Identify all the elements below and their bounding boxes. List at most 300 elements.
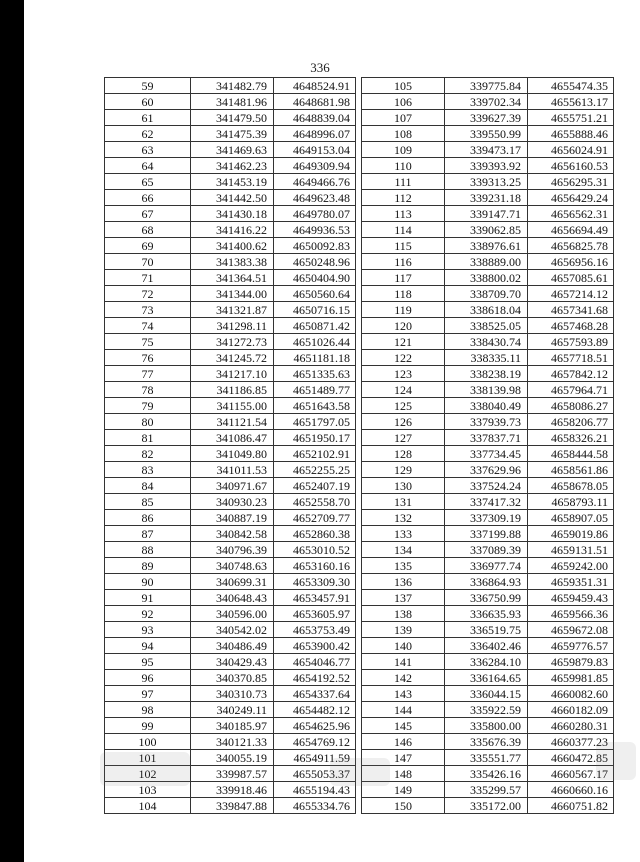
y-coordinate-cell: 4659776.57 xyxy=(528,638,614,654)
table-row xyxy=(362,382,614,398)
point-number-cell: 106 xyxy=(362,94,445,110)
table-row xyxy=(105,574,356,590)
point-number-cell: 75 xyxy=(105,334,191,350)
x-coordinate-cell: 339147.71 xyxy=(445,206,528,222)
point-number-cell: 111 xyxy=(362,174,445,190)
y-coordinate-cell: 4658678.05 xyxy=(528,478,614,494)
y-coordinate-cell: 4660280.31 xyxy=(528,718,614,734)
y-coordinate-cell: 4654625.96 xyxy=(274,718,356,734)
table-row xyxy=(105,254,356,270)
x-coordinate-cell: 336635.93 xyxy=(445,606,528,622)
table-row xyxy=(105,510,356,526)
x-coordinate-cell: 341086.47 xyxy=(191,430,274,446)
table-row xyxy=(362,414,614,430)
table-row xyxy=(362,286,614,302)
table-row xyxy=(362,270,614,286)
y-coordinate-cell: 4656562.31 xyxy=(528,206,614,222)
y-coordinate-cell: 4656429.24 xyxy=(528,190,614,206)
point-number-cell: 138 xyxy=(362,606,445,622)
point-number-cell: 70 xyxy=(105,254,191,270)
y-coordinate-cell: 4651797.05 xyxy=(274,414,356,430)
y-coordinate-cell: 4654046.77 xyxy=(274,654,356,670)
y-coordinate-cell: 4653900.42 xyxy=(274,638,356,654)
point-number-cell: 142 xyxy=(362,670,445,686)
x-coordinate-cell: 339987.57 xyxy=(191,766,274,782)
x-coordinate-cell: 339393.92 xyxy=(445,158,528,174)
point-number-cell: 77 xyxy=(105,366,191,382)
table-row xyxy=(362,430,614,446)
point-number-cell: 110 xyxy=(362,158,445,174)
x-coordinate-cell: 341453.19 xyxy=(191,174,274,190)
y-coordinate-cell: 4655053.37 xyxy=(274,766,356,782)
y-coordinate-cell: 4652102.91 xyxy=(274,446,356,462)
table-row xyxy=(362,334,614,350)
y-coordinate-cell: 4657718.51 xyxy=(528,350,614,366)
x-coordinate-cell: 337629.96 xyxy=(445,462,528,478)
table-row xyxy=(105,734,356,750)
table-row xyxy=(362,798,614,814)
x-coordinate-cell: 341430.18 xyxy=(191,206,274,222)
point-number-cell: 98 xyxy=(105,702,191,718)
table-row xyxy=(105,350,356,366)
y-coordinate-cell: 4652709.77 xyxy=(274,510,356,526)
point-number-cell: 136 xyxy=(362,574,445,590)
x-coordinate-cell: 336284.10 xyxy=(445,654,528,670)
table-row xyxy=(362,622,614,638)
y-coordinate-cell: 4659981.85 xyxy=(528,670,614,686)
point-number-cell: 143 xyxy=(362,686,445,702)
y-coordinate-cell: 4660567.17 xyxy=(528,766,614,782)
point-number-cell: 119 xyxy=(362,302,445,318)
x-coordinate-cell: 341475.39 xyxy=(191,126,274,142)
coordinates-table-left-body xyxy=(105,78,356,814)
table-row xyxy=(362,302,614,318)
point-number-cell: 60 xyxy=(105,94,191,110)
x-coordinate-cell: 341049.80 xyxy=(191,446,274,462)
y-coordinate-cell: 4658444.58 xyxy=(528,446,614,462)
y-coordinate-cell: 4657593.89 xyxy=(528,334,614,350)
table-row xyxy=(362,558,614,574)
table-row xyxy=(362,782,614,798)
point-number-cell: 139 xyxy=(362,622,445,638)
point-number-cell: 61 xyxy=(105,110,191,126)
x-coordinate-cell: 340370.85 xyxy=(191,670,274,686)
x-coordinate-cell: 339062.85 xyxy=(445,222,528,238)
x-coordinate-cell: 338800.02 xyxy=(445,270,528,286)
point-number-cell: 63 xyxy=(105,142,191,158)
y-coordinate-cell: 4659566.36 xyxy=(528,606,614,622)
y-coordinate-cell: 4657341.68 xyxy=(528,302,614,318)
y-coordinate-cell: 4656024.91 xyxy=(528,142,614,158)
y-coordinate-cell: 4657085.61 xyxy=(528,270,614,286)
y-coordinate-cell: 4658561.86 xyxy=(528,462,614,478)
y-coordinate-cell: 4659459.43 xyxy=(528,590,614,606)
point-number-cell: 72 xyxy=(105,286,191,302)
y-coordinate-cell: 4651181.18 xyxy=(274,350,356,366)
point-number-cell: 83 xyxy=(105,462,191,478)
table-row xyxy=(362,542,614,558)
x-coordinate-cell: 341272.73 xyxy=(191,334,274,350)
y-coordinate-cell: 4653753.49 xyxy=(274,622,356,638)
x-coordinate-cell: 340542.02 xyxy=(191,622,274,638)
x-coordinate-cell: 341186.85 xyxy=(191,382,274,398)
table-row xyxy=(362,670,614,686)
point-number-cell: 137 xyxy=(362,590,445,606)
x-coordinate-cell: 340310.73 xyxy=(191,686,274,702)
x-coordinate-cell: 341245.72 xyxy=(191,350,274,366)
point-number-cell: 124 xyxy=(362,382,445,398)
y-coordinate-cell: 4653010.52 xyxy=(274,542,356,558)
x-coordinate-cell: 337939.73 xyxy=(445,414,528,430)
y-coordinate-cell: 4650560.64 xyxy=(274,286,356,302)
y-coordinate-cell: 4655613.17 xyxy=(528,94,614,110)
x-coordinate-cell: 337309.19 xyxy=(445,510,528,526)
y-coordinate-cell: 4656694.49 xyxy=(528,222,614,238)
point-number-cell: 101 xyxy=(105,750,191,766)
table-row xyxy=(362,526,614,542)
table-row xyxy=(362,222,614,238)
x-coordinate-cell: 338889.00 xyxy=(445,254,528,270)
point-number-cell: 115 xyxy=(362,238,445,254)
y-coordinate-cell: 4649153.04 xyxy=(274,142,356,158)
x-coordinate-cell: 337837.71 xyxy=(445,430,528,446)
point-number-cell: 71 xyxy=(105,270,191,286)
point-number-cell: 64 xyxy=(105,158,191,174)
table-row xyxy=(362,590,614,606)
y-coordinate-cell: 4657214.12 xyxy=(528,286,614,302)
table-row xyxy=(362,478,614,494)
y-coordinate-cell: 4650716.15 xyxy=(274,302,356,318)
y-coordinate-cell: 4659351.31 xyxy=(528,574,614,590)
x-coordinate-cell: 338430.74 xyxy=(445,334,528,350)
y-coordinate-cell: 4660182.09 xyxy=(528,702,614,718)
point-number-cell: 141 xyxy=(362,654,445,670)
x-coordinate-cell: 338525.05 xyxy=(445,318,528,334)
table-row xyxy=(105,398,356,414)
table-row xyxy=(362,254,614,270)
table-row xyxy=(105,606,356,622)
y-coordinate-cell: 4651950.17 xyxy=(274,430,356,446)
x-coordinate-cell: 339918.46 xyxy=(191,782,274,798)
x-coordinate-cell: 340185.97 xyxy=(191,718,274,734)
table-row xyxy=(105,110,356,126)
point-number-cell: 129 xyxy=(362,462,445,478)
table-row xyxy=(362,142,614,158)
table-row xyxy=(362,606,614,622)
y-coordinate-cell: 4649309.94 xyxy=(274,158,356,174)
x-coordinate-cell: 336402.46 xyxy=(445,638,528,654)
x-coordinate-cell: 341481.96 xyxy=(191,94,274,110)
table-row xyxy=(362,654,614,670)
table-row xyxy=(105,174,356,190)
point-number-cell: 105 xyxy=(362,78,445,94)
y-coordinate-cell: 4660082.60 xyxy=(528,686,614,702)
y-coordinate-cell: 4651026.44 xyxy=(274,334,356,350)
point-number-cell: 82 xyxy=(105,446,191,462)
table-row xyxy=(105,238,356,254)
x-coordinate-cell: 341469.63 xyxy=(191,142,274,158)
point-number-cell: 79 xyxy=(105,398,191,414)
point-number-cell: 95 xyxy=(105,654,191,670)
y-coordinate-cell: 4650871.42 xyxy=(274,318,356,334)
point-number-cell: 100 xyxy=(105,734,191,750)
point-number-cell: 67 xyxy=(105,206,191,222)
x-coordinate-cell: 338040.49 xyxy=(445,398,528,414)
table-row xyxy=(105,126,356,142)
y-coordinate-cell: 4656295.31 xyxy=(528,174,614,190)
point-number-cell: 150 xyxy=(362,798,445,814)
y-coordinate-cell: 4648996.07 xyxy=(274,126,356,142)
x-coordinate-cell: 338709.70 xyxy=(445,286,528,302)
point-number-cell: 148 xyxy=(362,766,445,782)
table-row xyxy=(105,670,356,686)
y-coordinate-cell: 4658907.05 xyxy=(528,510,614,526)
scan-smudge xyxy=(100,752,190,786)
point-number-cell: 146 xyxy=(362,734,445,750)
y-coordinate-cell: 4648839.04 xyxy=(274,110,356,126)
table-row xyxy=(105,686,356,702)
x-coordinate-cell: 340699.31 xyxy=(191,574,274,590)
table-row xyxy=(105,590,356,606)
x-coordinate-cell: 337734.45 xyxy=(445,446,528,462)
x-coordinate-cell: 336519.75 xyxy=(445,622,528,638)
point-number-cell: 73 xyxy=(105,302,191,318)
table-row xyxy=(362,702,614,718)
point-number-cell: 127 xyxy=(362,430,445,446)
point-number-cell: 87 xyxy=(105,526,191,542)
point-number-cell: 90 xyxy=(105,574,191,590)
x-coordinate-cell: 336164.65 xyxy=(445,670,528,686)
y-coordinate-cell: 4658793.11 xyxy=(528,494,614,510)
x-coordinate-cell: 339313.25 xyxy=(445,174,528,190)
table-row xyxy=(362,366,614,382)
x-coordinate-cell: 339775.84 xyxy=(445,78,528,94)
x-coordinate-cell: 340971.67 xyxy=(191,478,274,494)
table-row xyxy=(362,462,614,478)
table-row xyxy=(105,286,356,302)
y-coordinate-cell: 4658326.21 xyxy=(528,430,614,446)
table-row xyxy=(105,494,356,510)
table-row xyxy=(362,766,614,782)
point-number-cell: 112 xyxy=(362,190,445,206)
point-number-cell: 78 xyxy=(105,382,191,398)
point-number-cell: 149 xyxy=(362,782,445,798)
x-coordinate-cell: 340887.19 xyxy=(191,510,274,526)
y-coordinate-cell: 4658086.27 xyxy=(528,398,614,414)
y-coordinate-cell: 4658206.77 xyxy=(528,414,614,430)
y-coordinate-cell: 4659019.86 xyxy=(528,526,614,542)
x-coordinate-cell: 338618.04 xyxy=(445,302,528,318)
x-coordinate-cell: 341298.11 xyxy=(191,318,274,334)
point-number-cell: 89 xyxy=(105,558,191,574)
table-row xyxy=(105,366,356,382)
x-coordinate-cell: 335551.77 xyxy=(445,750,528,766)
y-coordinate-cell: 4660751.82 xyxy=(528,798,614,814)
x-coordinate-cell: 337089.39 xyxy=(445,542,528,558)
y-coordinate-cell: 4652255.25 xyxy=(274,462,356,478)
y-coordinate-cell: 4652860.38 xyxy=(274,526,356,542)
table-row xyxy=(362,158,614,174)
y-coordinate-cell: 4654911.59 xyxy=(274,750,356,766)
point-number-cell: 132 xyxy=(362,510,445,526)
table-row xyxy=(105,142,356,158)
table-row xyxy=(105,622,356,638)
table-row xyxy=(362,718,614,734)
point-number-cell: 93 xyxy=(105,622,191,638)
table-row xyxy=(105,654,356,670)
table-row xyxy=(362,174,614,190)
y-coordinate-cell: 4656160.53 xyxy=(528,158,614,174)
table-row xyxy=(105,158,356,174)
table-row xyxy=(105,430,356,446)
x-coordinate-cell: 341011.53 xyxy=(191,462,274,478)
table-row xyxy=(105,414,356,430)
y-coordinate-cell: 4654769.12 xyxy=(274,734,356,750)
point-number-cell: 68 xyxy=(105,222,191,238)
x-coordinate-cell: 341383.38 xyxy=(191,254,274,270)
point-number-cell: 62 xyxy=(105,126,191,142)
point-number-cell: 107 xyxy=(362,110,445,126)
x-coordinate-cell: 338238.19 xyxy=(445,366,528,382)
x-coordinate-cell: 335922.59 xyxy=(445,702,528,718)
y-coordinate-cell: 4654337.64 xyxy=(274,686,356,702)
y-coordinate-cell: 4655751.21 xyxy=(528,110,614,126)
x-coordinate-cell: 341416.22 xyxy=(191,222,274,238)
y-coordinate-cell: 4651643.58 xyxy=(274,398,356,414)
y-coordinate-cell: 4651335.63 xyxy=(274,366,356,382)
y-coordinate-cell: 4653457.91 xyxy=(274,590,356,606)
point-number-cell: 65 xyxy=(105,174,191,190)
y-coordinate-cell: 4660377.23 xyxy=(528,734,614,750)
coordinates-table-right xyxy=(361,77,614,814)
y-coordinate-cell: 4657842.12 xyxy=(528,366,614,382)
y-coordinate-cell: 4653309.30 xyxy=(274,574,356,590)
table-row xyxy=(105,702,356,718)
table-row xyxy=(105,478,356,494)
point-number-cell: 131 xyxy=(362,494,445,510)
page-number: 336 xyxy=(310,60,330,75)
table-row xyxy=(362,318,614,334)
table-row xyxy=(105,334,356,350)
x-coordinate-cell: 335426.16 xyxy=(445,766,528,782)
y-coordinate-cell: 4659131.51 xyxy=(528,542,614,558)
x-coordinate-cell: 340842.58 xyxy=(191,526,274,542)
y-coordinate-cell: 4653160.16 xyxy=(274,558,356,574)
table-row xyxy=(362,510,614,526)
point-number-cell: 130 xyxy=(362,478,445,494)
x-coordinate-cell: 337199.88 xyxy=(445,526,528,542)
coordinates-table-left xyxy=(104,77,356,814)
y-coordinate-cell: 4648524.91 xyxy=(274,78,356,94)
point-number-cell: 85 xyxy=(105,494,191,510)
table-row xyxy=(362,206,614,222)
x-coordinate-cell: 338335.11 xyxy=(445,350,528,366)
point-number-cell: 126 xyxy=(362,414,445,430)
point-number-cell: 123 xyxy=(362,366,445,382)
x-coordinate-cell: 341344.00 xyxy=(191,286,274,302)
point-number-cell: 59 xyxy=(105,78,191,94)
x-coordinate-cell: 339627.39 xyxy=(445,110,528,126)
point-number-cell: 133 xyxy=(362,526,445,542)
table-row xyxy=(105,718,356,734)
x-coordinate-cell: 337417.32 xyxy=(445,494,528,510)
table-row xyxy=(362,638,614,654)
y-coordinate-cell: 4656825.78 xyxy=(528,238,614,254)
scan-smudge xyxy=(596,742,636,780)
y-coordinate-cell: 4657964.71 xyxy=(528,382,614,398)
point-number-cell: 91 xyxy=(105,590,191,606)
point-number-cell: 120 xyxy=(362,318,445,334)
coordinates-table-right-body xyxy=(362,78,614,814)
x-coordinate-cell: 339847.88 xyxy=(191,798,274,814)
point-number-cell: 88 xyxy=(105,542,191,558)
y-coordinate-cell: 4650248.96 xyxy=(274,254,356,270)
y-coordinate-cell: 4656956.16 xyxy=(528,254,614,270)
point-number-cell: 104 xyxy=(105,798,191,814)
x-coordinate-cell: 341217.10 xyxy=(191,366,274,382)
table-row xyxy=(105,190,356,206)
point-number-cell: 128 xyxy=(362,446,445,462)
point-number-cell: 81 xyxy=(105,430,191,446)
x-coordinate-cell: 337524.24 xyxy=(445,478,528,494)
x-coordinate-cell: 341155.00 xyxy=(191,398,274,414)
table-row xyxy=(362,446,614,462)
y-coordinate-cell: 4651489.77 xyxy=(274,382,356,398)
point-number-cell: 99 xyxy=(105,718,191,734)
point-number-cell: 117 xyxy=(362,270,445,286)
point-number-cell: 109 xyxy=(362,142,445,158)
table-row xyxy=(362,78,614,94)
y-coordinate-cell: 4660472.85 xyxy=(528,750,614,766)
y-coordinate-cell: 4649780.07 xyxy=(274,206,356,222)
table-row xyxy=(105,318,356,334)
x-coordinate-cell: 340748.63 xyxy=(191,558,274,574)
point-number-cell: 80 xyxy=(105,414,191,430)
x-coordinate-cell: 339473.17 xyxy=(445,142,528,158)
table-row xyxy=(362,238,614,254)
table-row xyxy=(105,270,356,286)
table-row xyxy=(105,206,356,222)
y-coordinate-cell: 4654192.52 xyxy=(274,670,356,686)
x-coordinate-cell: 338976.61 xyxy=(445,238,528,254)
x-coordinate-cell: 340429.43 xyxy=(191,654,274,670)
point-number-cell: 97 xyxy=(105,686,191,702)
point-number-cell: 74 xyxy=(105,318,191,334)
y-coordinate-cell: 4655888.46 xyxy=(528,126,614,142)
point-number-cell: 86 xyxy=(105,510,191,526)
x-coordinate-cell: 339231.18 xyxy=(445,190,528,206)
point-number-cell: 121 xyxy=(362,334,445,350)
point-number-cell: 69 xyxy=(105,238,191,254)
point-number-cell: 114 xyxy=(362,222,445,238)
x-coordinate-cell: 340796.39 xyxy=(191,542,274,558)
point-number-cell: 140 xyxy=(362,638,445,654)
x-coordinate-cell: 339702.34 xyxy=(445,94,528,110)
point-number-cell: 134 xyxy=(362,542,445,558)
x-coordinate-cell: 340930.23 xyxy=(191,494,274,510)
point-number-cell: 102 xyxy=(105,766,191,782)
point-number-cell: 125 xyxy=(362,398,445,414)
point-number-cell: 118 xyxy=(362,286,445,302)
table-row xyxy=(362,126,614,142)
table-row xyxy=(362,494,614,510)
point-number-cell: 145 xyxy=(362,718,445,734)
table-row xyxy=(105,798,356,814)
y-coordinate-cell: 4655194.43 xyxy=(274,782,356,798)
table-row xyxy=(362,110,614,126)
table-row xyxy=(362,686,614,702)
x-coordinate-cell: 341462.23 xyxy=(191,158,274,174)
